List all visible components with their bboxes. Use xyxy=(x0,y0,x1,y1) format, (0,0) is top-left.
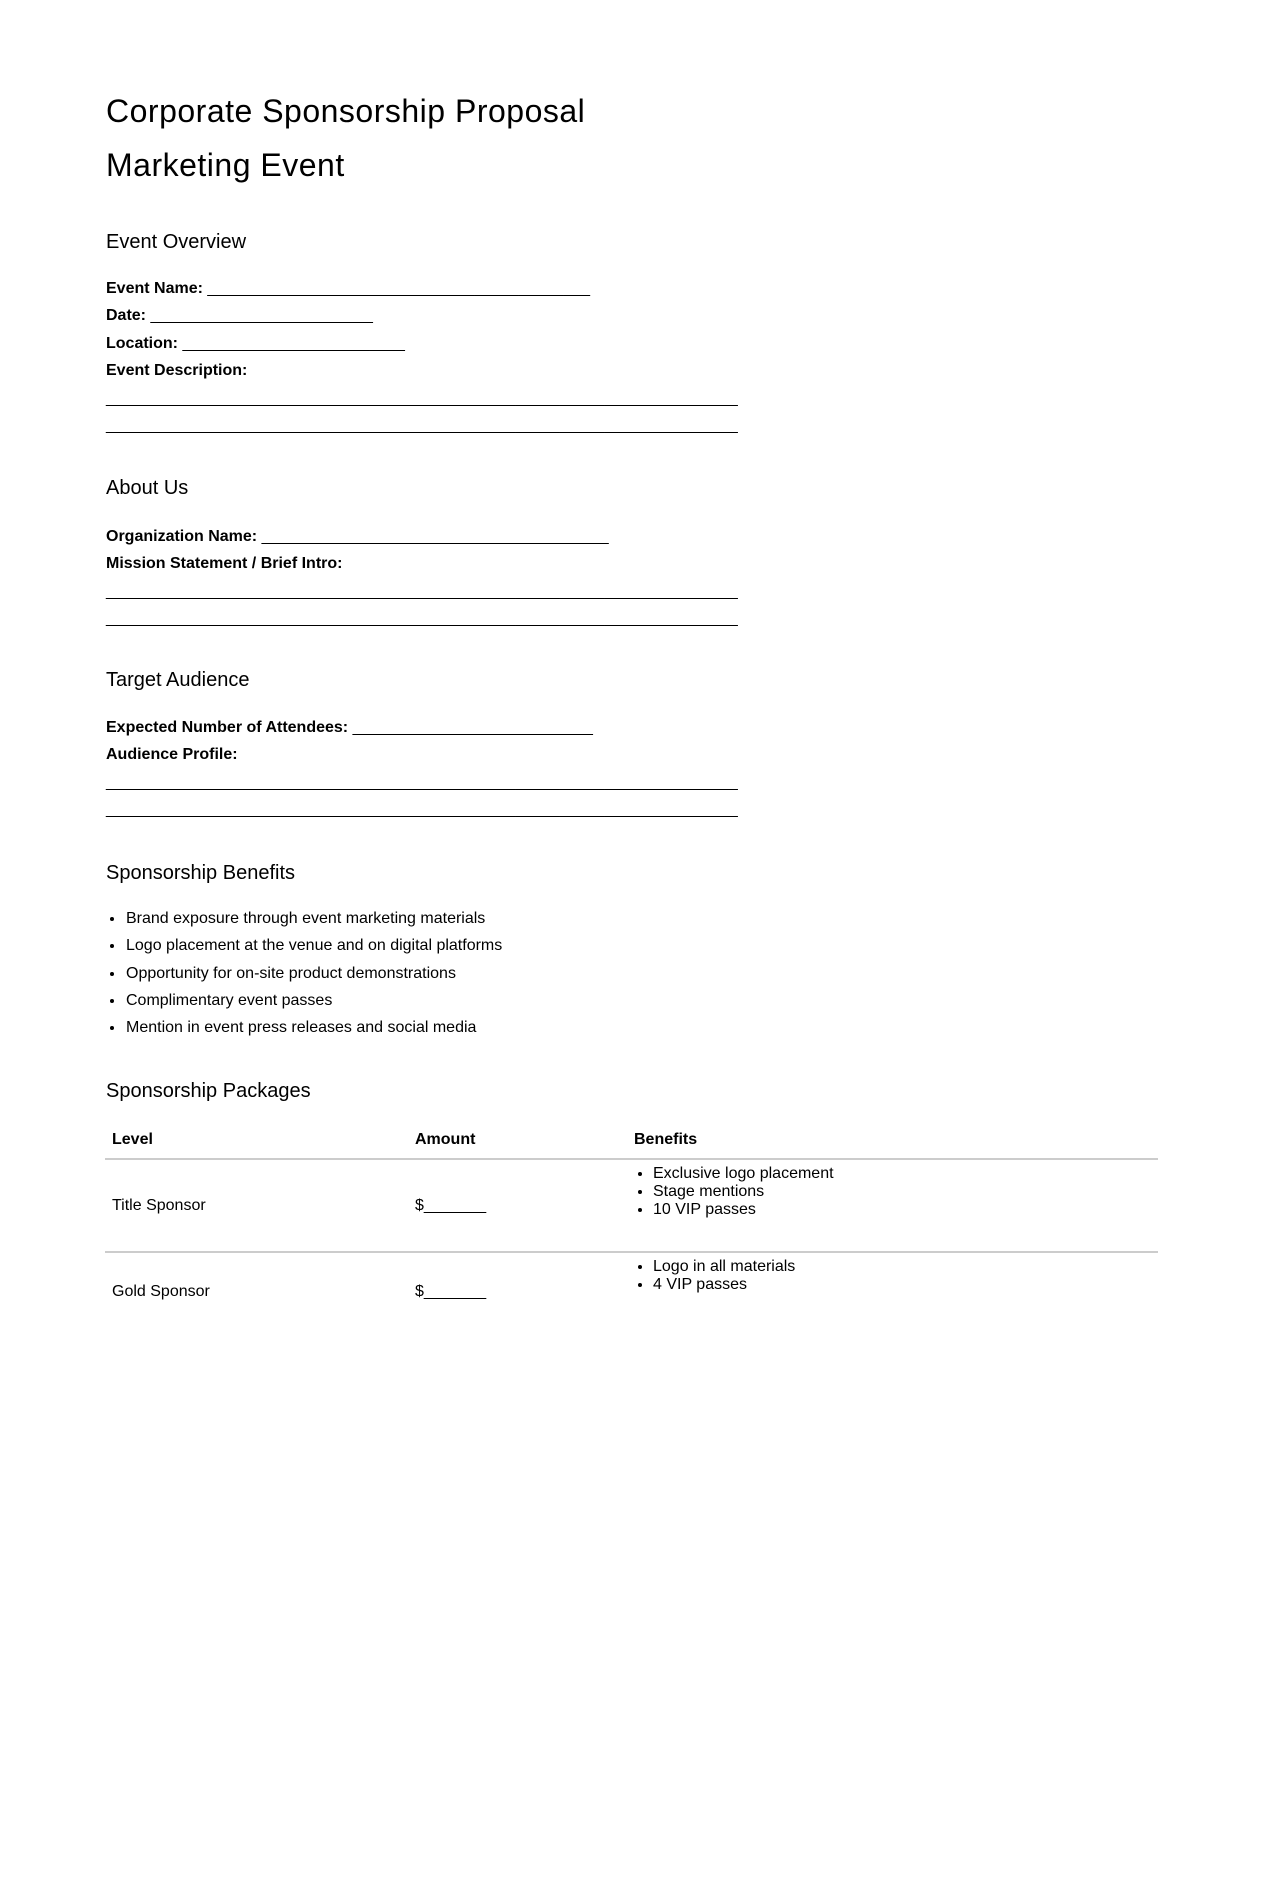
field-location[interactable] xyxy=(106,330,738,357)
table-row xyxy=(105,1252,1158,1330)
list-item: • 4 VIP passes xyxy=(653,1276,1158,1294)
section-heading-sponsorship-packages: Sponsorship Packages xyxy=(106,1080,311,1102)
blank-line[interactable]: _________________________ xyxy=(150,307,373,325)
field-expected-attendees[interactable] xyxy=(106,714,738,741)
blank-line[interactable]: ___________________________ xyxy=(352,719,593,736)
field-label: Expected Number of Attendees: xyxy=(106,719,349,736)
blank-line[interactable]: _________________________ xyxy=(182,334,405,352)
section-heading-sponsorship-benefits: Sponsorship Benefits xyxy=(106,862,296,884)
list-item: • Opportunity for on-site product demonstrations xyxy=(125,960,502,987)
section-heading-event-overview: Event Overview xyxy=(106,231,247,253)
description-line-1[interactable]: _______________________________________________________________________ xyxy=(106,389,738,407)
field-audience-profile xyxy=(106,741,738,768)
field-mission-statement xyxy=(106,550,738,577)
blank-line[interactable]: _______________________________________ xyxy=(261,528,609,545)
field-label: Date: xyxy=(106,307,147,325)
column-header-benefits: Benefits xyxy=(627,1127,1158,1159)
cell-benefits xyxy=(627,1252,1158,1330)
audience-line-2[interactable]: _______________________________________________________________________ xyxy=(106,801,738,819)
field-organization-name[interactable] xyxy=(106,523,738,550)
field-label: Event Description: xyxy=(106,362,248,380)
blank-line[interactable]: ___________________________________________ xyxy=(207,280,591,297)
field-label: Location: xyxy=(106,334,178,352)
list-item: • Stage mentions xyxy=(653,1183,1158,1201)
cell-benefits xyxy=(627,1159,1158,1252)
field-label: Audience Profile: xyxy=(106,746,238,764)
field-label: Event Name: xyxy=(106,280,203,297)
list-item: • Exclusive logo placement xyxy=(653,1165,1158,1183)
mission-line-1[interactable]: _______________________________________________________________________ xyxy=(106,582,738,600)
field-event-name[interactable] xyxy=(106,275,738,302)
title-line-1: Corporate Sponsorship Proposal xyxy=(106,93,586,129)
about-us-fields xyxy=(106,523,738,633)
description-line-2[interactable]: _______________________________________________________________________ xyxy=(106,417,738,435)
column-header-amount: Amount xyxy=(408,1127,627,1159)
cell-amount[interactable]: $_______ xyxy=(415,1282,487,1300)
mission-line-2[interactable]: _______________________________________________________________________ xyxy=(106,610,738,628)
list-item: • Mention in event press releases and social media xyxy=(125,1014,502,1041)
list-item: • Logo placement at the venue and on digital platforms xyxy=(125,932,502,959)
section-heading-about-us: About Us xyxy=(106,477,189,499)
sponsorship-packages-table xyxy=(105,1127,1158,1330)
target-audience-fields xyxy=(106,714,738,824)
table-row xyxy=(105,1159,1158,1252)
field-event-description xyxy=(106,357,738,384)
list-item: • Complimentary event passes xyxy=(125,987,502,1014)
title-line-2: Marketing Event xyxy=(106,147,345,183)
table-header-row xyxy=(105,1127,1158,1159)
document-title xyxy=(106,84,585,192)
list-item: • Brand exposure through event marketing materials xyxy=(125,905,502,932)
field-label: Mission Statement / Brief Intro: xyxy=(106,555,343,573)
section-heading-target-audience: Target Audience xyxy=(106,669,250,691)
cell-level: Gold Sponsor xyxy=(112,1282,210,1300)
cell-amount[interactable]: $_______ xyxy=(408,1159,627,1252)
cell-level: Title Sponsor xyxy=(105,1159,408,1252)
sponsorship-benefits-list-wrap xyxy=(106,905,502,1041)
package-benefits-list xyxy=(634,1165,1158,1219)
list-item: • Logo in all materials xyxy=(653,1258,1158,1276)
list-item: • 10 VIP passes xyxy=(653,1201,1158,1219)
audience-line-1[interactable]: _______________________________________________________________________ xyxy=(106,773,738,791)
sponsorship-benefits-list xyxy=(106,905,502,1041)
package-benefits-list xyxy=(634,1258,1158,1294)
event-overview-fields xyxy=(106,275,738,439)
field-label: Organization Name: xyxy=(106,528,258,545)
column-header-level: Level xyxy=(105,1127,408,1159)
field-date[interactable] xyxy=(106,302,738,329)
